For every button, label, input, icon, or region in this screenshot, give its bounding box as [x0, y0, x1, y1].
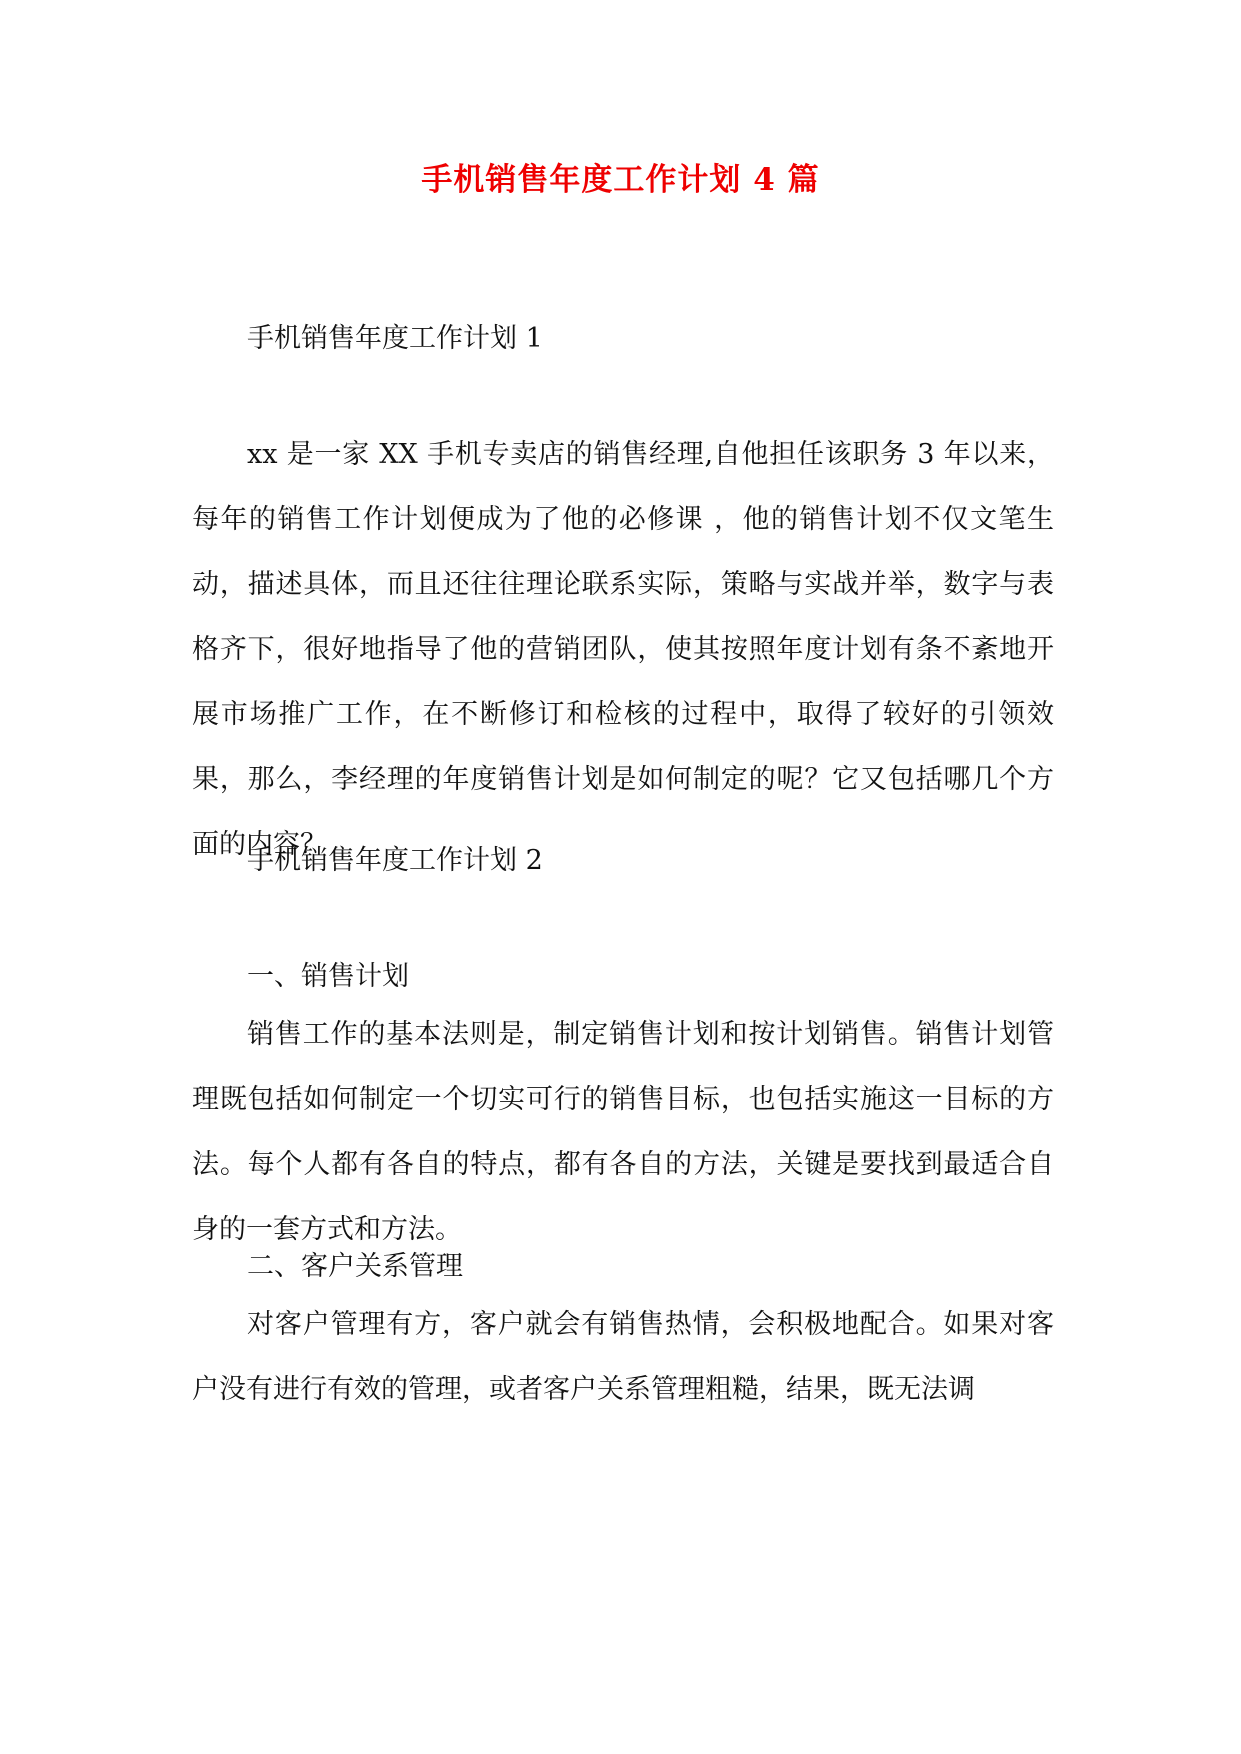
customer-relations-paragraph: 对客户管理有方，客户就会有销售热情，会积极地配合。如果对客户没有进行有效的管理，或者客户关系管理粗糙，结果，既无法调 [192, 1309, 1054, 1405]
sales-plan-paragraph: 销售工作的基本法则是，制定销售计划和按计划销售。销售计划管理既包括如何制定一个切实可行的销售目标，也包括实施这一目标的方法。每个人都有各自的特点，都有各自的方法，关键是要找到最适合自身的一套方式和方法。 [192, 1019, 1054, 1245]
subheading-sales-plan: 一、销售计划 [247, 961, 409, 992]
subheading-customer-relations: 二、客户关系管理 [247, 1251, 463, 1282]
section-heading-1: 手机销售年度工作计划 1 [247, 323, 543, 354]
section-1-paragraph: xx 是一家 XX 手机专卖店的销售经理,自他担任该职务 3 年以来，每年的销售工作计划便成为了他的必修课 ，他的销售计划不仅文笔生动，描述具体，而且还往往理论联系实际，策略与实战并举，数字与表格齐下，很好地指导了他的营销团队，使其按照年度计划有条不紊地开展市场推广工作，在不断修订和检核的过程中，取得了较好的引领效果，那么，李经理的年度销售计划是如何制定的呢？它又包括哪几个方面的内容？ [192, 439, 1054, 860]
document-title: 手机销售年度工作计划 4 篇 [421, 162, 820, 198]
section-heading-2: 手机销售年度工作计划 2 [247, 845, 543, 876]
